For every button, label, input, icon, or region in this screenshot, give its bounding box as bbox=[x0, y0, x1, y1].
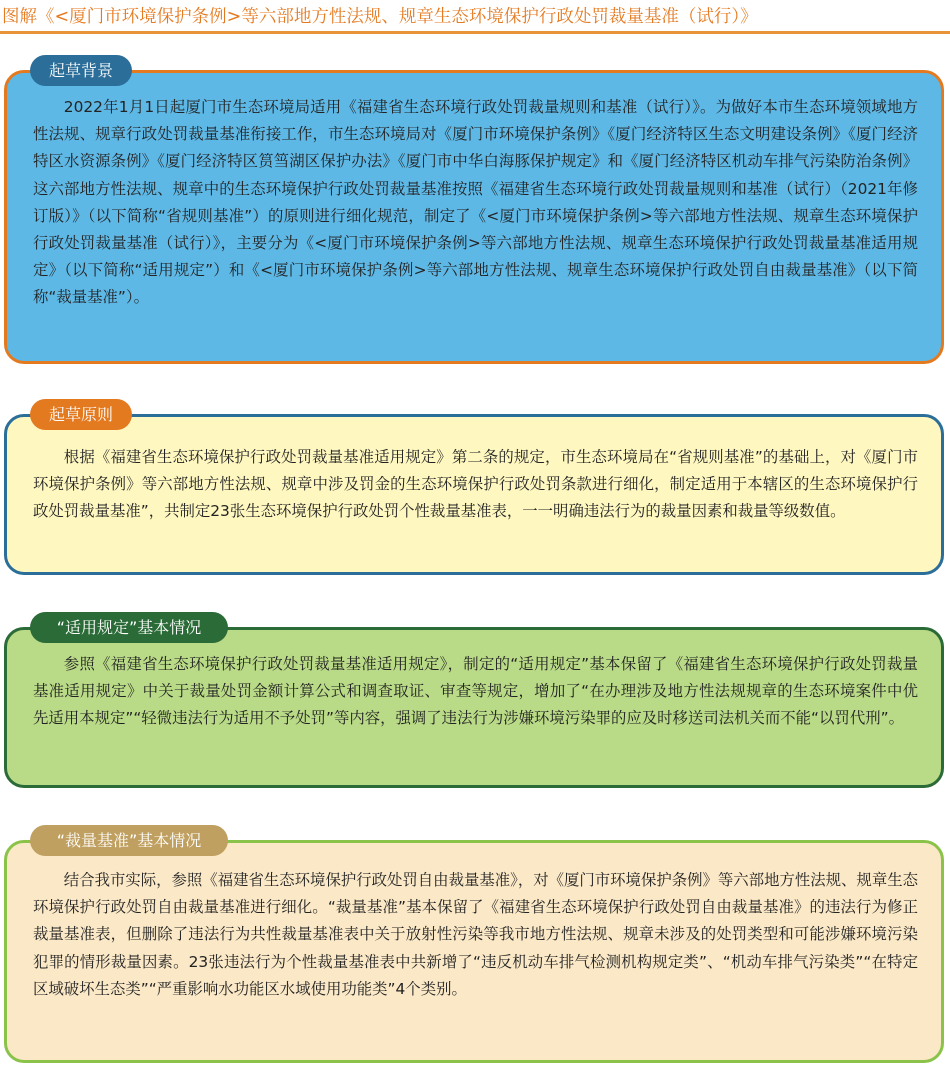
title-divider bbox=[0, 31, 950, 34]
page-title: 图解《<厦门市环境保护条例>等六部地方性法规、规章生态环境保护行政处罚裁量基准（试行）》 bbox=[2, 7, 758, 27]
section-label-drafting-principles: 起草原则 bbox=[30, 399, 132, 430]
section-body-drafting-principles: 根据《福建省生态环境保护行政处罚裁量基准适用规定》第二条的规定，市生态环境局在“省规则基准”的基础上，对《厦门市环境保护条例》等六部地方性法规、规章中涉及罚金的生态环境保护行政处罚条款进行细化，制定适用于本辖区的生态环境保护行政处罚裁量基准”，共制定23张生态环境保护行政处罚个性裁量基准表，一一明确违法行为的裁量因素和裁量等级数值。 bbox=[33, 448, 918, 521]
section-body-drafting-background: 2022年1月1日起厦门市生态环境局适用《福建省生态环境行政处罚裁量规则和基准（试行）》。为做好本市生态环境领域地方性法规、规章行政处罚裁量基准衔接工作，市生态环境局对《厦门市环境保护条例》《厦门经济特区生态文明建设条例》《厦门经济特区水资源条例》《厦门经济特区筼筜湖区保护办法》《厦门市中华白海豚保护规定》和《厦门经济特区机动车排气污染防治条例》这六部地方性法规、规章中的生态环境保护行政处罚裁量基准按照《福建省生态环境行政处罚裁量规则和基准（试行）（2021年修订版）》（以下简称“省规则基准”）的原则进行细化规范，制定了《<厦门市环境保护条例>等六部地方性法规、规章生态环境保护行政处罚裁量基准（试行）》，主要分为《<厦门市环境保护条例>等六部地方性法规、规章生态环境保护行政处罚裁量基准适用规定》（以下简称“适用规定”）和《<厦门市环境保护条例>等六部地方性法规、规章生态环境保护行政处罚自由裁量基准》（以下简称“裁量基准”）。 bbox=[33, 98, 919, 307]
section-label-discretion-benchmark: “裁量基准”基本情况 bbox=[30, 825, 228, 856]
section-body-discretion-benchmark: 结合我市实际，参照《福建省生态环境保护行政处罚自由裁量基准》，对《厦门市环境保护条例》等六部地方性法规、规章生态环境保护行政处罚自由裁量基准进行细化。“裁量基准”基本保留了《福建省生态环境保护行政处罚自由裁量基准》的违法行为修正裁量基准表，但删除了违法行为共性裁量基准表中关于放射性污染等我市地方性法规、规章未涉及的处罚类型和可能涉嫌环境污染犯罪的情形裁量因素。23张违法行为个性裁量基准表中共新增了“违反机动车排气检测机构规定类”、“机动车排气污染类”“在特定区域破坏生态类”“严重影响水功能区水域使用功能类”4个类别。 bbox=[33, 871, 918, 998]
section-label-drafting-background: 起草背景 bbox=[30, 55, 132, 86]
section-body-applicable-rules: 参照《福建省生态环境保护行政处罚裁量基准适用规定》，制定的“适用规定”基本保留了《福建省生态环境保护行政处罚裁量基准适用规定》中关于裁量处罚金额计算公式和调查取证、审查等规定，增加了“在办理涉及地方性法规规章的生态环境案件中优先适用本规定”“轻微违法行为适用不予处罚”等内容，强调了违法行为涉嫌环境污染罪的应及时移送司法机关而不能“以罚代刑”。 bbox=[33, 655, 918, 728]
section-label-applicable-rules: “适用规定”基本情况 bbox=[30, 612, 228, 643]
